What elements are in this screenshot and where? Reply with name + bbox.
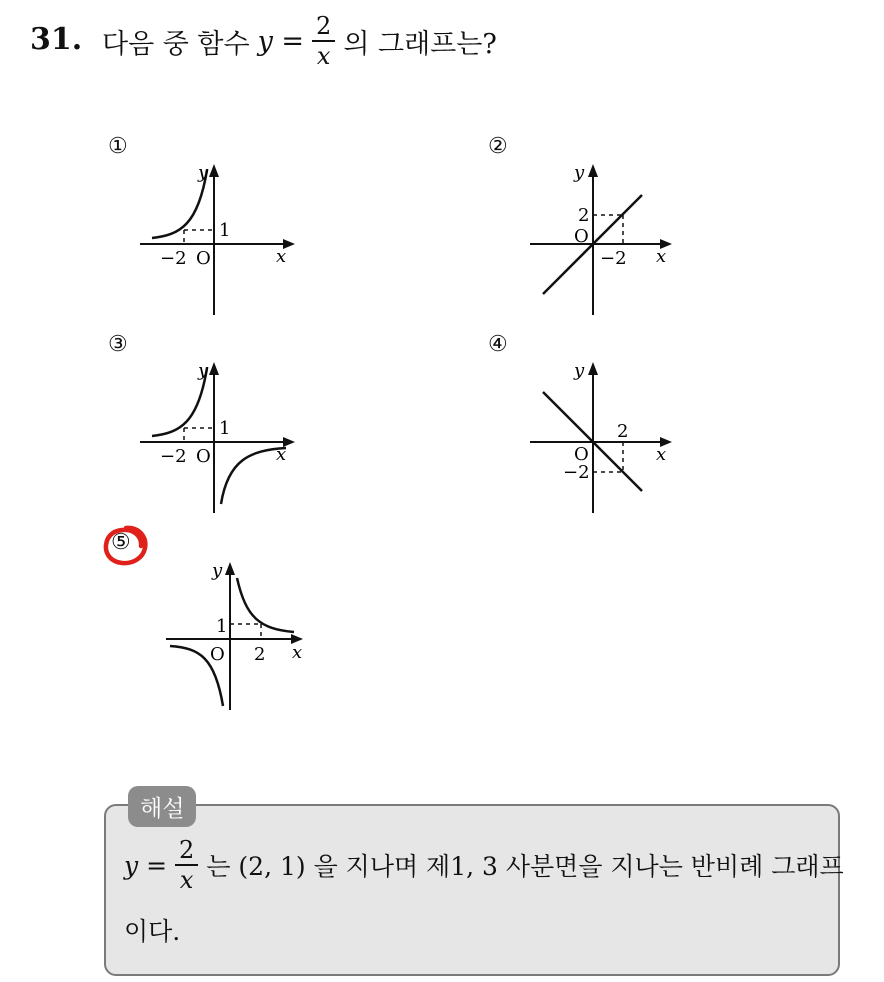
question-lhs: y =: [257, 25, 305, 57]
tick-label: 2: [578, 205, 590, 226]
solution-lhs: y =: [124, 850, 168, 880]
tick-label: −2: [160, 248, 187, 269]
solution-line-2: 이다.: [124, 917, 181, 946]
choice-5-label[interactable]: ⑤: [111, 530, 131, 555]
fraction-numerator: 2: [312, 14, 335, 42]
tick-label: 2: [254, 644, 266, 665]
choice-2-label[interactable]: ②: [488, 134, 508, 159]
tick-label: 1: [219, 220, 231, 241]
origin-label: O: [196, 248, 211, 269]
x-label: x: [276, 444, 287, 465]
y-arrow-icon: [225, 562, 235, 575]
fraction-denominator: x: [316, 42, 331, 70]
tick-label: −2: [160, 446, 187, 467]
solution-tag: 해설: [128, 786, 196, 827]
x-label: x: [656, 444, 667, 465]
question-fraction: [312, 14, 335, 68]
graph-4: [520, 348, 690, 518]
y-arrow-icon: [588, 362, 598, 375]
graph-5: [160, 548, 330, 718]
choice-3-label[interactable]: ③: [108, 332, 128, 357]
y-arrow-icon: [209, 164, 219, 177]
y-arrow-icon: [209, 362, 219, 375]
y-label: y: [574, 360, 585, 381]
solution-fraction: [175, 838, 198, 892]
tick-label: 1: [219, 418, 231, 439]
graph-1: [140, 150, 310, 320]
tick-label: 1: [216, 616, 228, 637]
y-label: y: [198, 360, 209, 381]
tick-label: −2: [563, 462, 590, 483]
question-suffix: 의 그래프는?: [343, 28, 497, 60]
x-label: x: [292, 642, 303, 663]
origin-label: O: [210, 644, 225, 665]
question-text: [102, 14, 497, 68]
fraction-denominator: x: [179, 866, 194, 894]
solution-line-1: [124, 838, 844, 892]
origin-label: O: [574, 226, 589, 247]
origin-label: O: [196, 446, 211, 467]
curve: [237, 578, 294, 632]
graph-3: [140, 348, 310, 518]
answer-mark-icon: [102, 524, 150, 568]
y-label: y: [212, 560, 223, 581]
choice-1-label[interactable]: ①: [108, 134, 128, 159]
tick-label: −2: [600, 248, 627, 269]
y-label: y: [198, 162, 209, 183]
question-number: 31.: [30, 22, 83, 57]
origin-label: O: [574, 444, 589, 465]
solution-text: 는 (2, 1) 을 지나며 제1, 3 사분면을 지나는 반비례 그래프: [206, 852, 844, 881]
x-label: x: [276, 246, 287, 267]
choice-4-label[interactable]: ④: [488, 332, 508, 357]
fraction-numerator: 2: [175, 838, 198, 866]
question-prefix: 다음 중 함수: [102, 28, 250, 60]
y-arrow-icon: [588, 164, 598, 177]
x-label: x: [656, 246, 667, 267]
tick-label: 2: [617, 421, 629, 442]
graph-2: [520, 150, 690, 320]
y-label: y: [574, 162, 585, 183]
